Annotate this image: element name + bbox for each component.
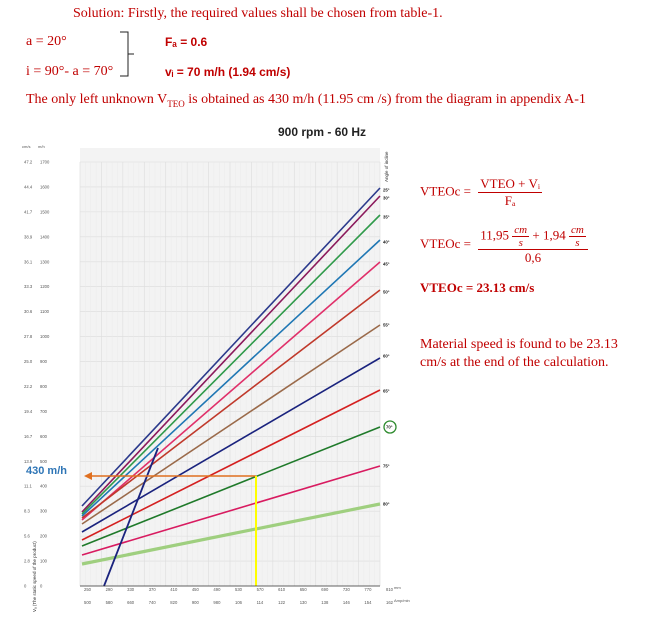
x-tick-row2: 740 — [148, 600, 156, 605]
x-tick-labels — [84, 587, 394, 605]
angle-label: 40° — [383, 239, 390, 245]
angle-label: 65° — [383, 388, 390, 394]
fa-line: Fₐ = 0.6 — [165, 35, 208, 49]
x-tick-row1: 490 — [213, 587, 221, 592]
y-tick-mh: 0 — [40, 583, 43, 589]
x-tick-row1: 450 — [191, 587, 199, 592]
y-tick-mh: 1400 — [40, 234, 50, 240]
y-tick-mh: 1000 — [40, 334, 50, 340]
angle-label: 80° — [383, 501, 390, 507]
y-tick-cms: 25.0 — [24, 359, 33, 365]
x-tick-row2: 162 — [386, 600, 393, 605]
x-tick-row2: 114 — [256, 600, 264, 605]
y-tick-mh: 300 — [40, 508, 47, 514]
y-tick-mh: 1600 — [40, 184, 50, 190]
y-tick-cms: 36.1 — [24, 259, 33, 265]
eq2-unit-den-b: s — [575, 237, 580, 249]
angle-label: 35° — [383, 214, 390, 220]
eq1-lhs: VTEOc = — [420, 183, 472, 199]
y-tick-mh: 700 — [40, 408, 47, 414]
y-tick-mh: 400 — [40, 483, 47, 489]
x-tick-row1: 330 — [127, 587, 135, 592]
x-tick-row1: 770 — [364, 587, 372, 592]
y-tick-mh: 100 — [40, 558, 47, 564]
eq2-unit-den-a: s — [518, 237, 523, 249]
eq2-lhs: VTEOc = — [420, 235, 472, 251]
angle-label: 50° — [383, 289, 390, 295]
eq2-plus: + 1,94 — [532, 227, 566, 243]
x-tick-row2: 130 — [299, 600, 307, 605]
x-tick-row1: 370 — [148, 587, 156, 592]
x-tick-row2: 580 — [105, 600, 113, 605]
solution-line: Solution: Firstly, the required values shall be chosen from table-1. — [73, 6, 443, 21]
y-tick-mh: 200 — [40, 533, 47, 539]
angle-labels — [383, 188, 393, 507]
y-tick-mh: 1700 — [40, 159, 50, 165]
y-tick-cms: 8.3 — [24, 508, 30, 514]
y-header-cms: cm/s — [22, 144, 31, 149]
y-tick-cms: 27.8 — [24, 334, 33, 340]
y-tick-mh: 1300 — [40, 259, 50, 265]
x-tick-row2: 500 — [84, 600, 91, 605]
x-tick-row1: 570 — [256, 587, 264, 592]
y-axis-title: Vₐ (The static speed of the product) — [32, 541, 37, 612]
y-tick-cms: 2.8 — [24, 558, 30, 564]
y-tick-cms: 44.4 — [24, 184, 33, 190]
x-tick-row2: 900 — [191, 600, 199, 605]
eq2-denominator: 0,6 — [524, 250, 542, 265]
x-tick-row1: 250 — [84, 587, 91, 592]
x-tick-row2: 154 — [364, 600, 372, 605]
conclusion-line-2: cm/s at the end of the calculation. — [420, 355, 609, 370]
eq1-denominator: Fₐ — [504, 193, 516, 208]
y-header-mh: m/h — [38, 144, 45, 149]
y-tick-mh: 1200 — [40, 284, 50, 290]
y-tick-cms: 0 — [24, 583, 27, 589]
y-tick-mh: 1500 — [40, 209, 50, 215]
y-tick-cms: 22.2 — [24, 383, 33, 389]
y-tick-mh: 800 — [40, 383, 47, 389]
unknown-prefix: The only left unknown V — [26, 92, 168, 107]
y-tick-mh: 600 — [40, 433, 47, 439]
x-tick-row2: 820 — [170, 600, 178, 605]
y-tick-cms: 11.1 — [24, 483, 32, 489]
equation-1 — [420, 176, 542, 209]
vi-line: vᵢ = 70 m/h (1.94 cm/s) — [165, 65, 291, 79]
x-tick-row1: 610 — [278, 587, 286, 592]
eq2-unit-num-a: cm — [514, 224, 528, 236]
eq2-unit-num-b: cm — [570, 224, 584, 236]
y-tick-mh: 900 — [40, 359, 47, 365]
eq1-numerator: VTEO + Vᵢ — [480, 176, 541, 191]
angle-label: 30° — [383, 195, 390, 201]
angle-label: 70° — [386, 424, 393, 430]
x-unit-1: mm — [394, 585, 401, 590]
x-tick-row1: 730 — [342, 587, 350, 592]
angle-label: 55° — [383, 322, 390, 328]
angle-label: 45° — [383, 261, 390, 267]
y-tick-cms: 16.7 — [24, 433, 33, 439]
unknown-sub: TEO — [167, 98, 185, 109]
y-tick-labels — [24, 160, 50, 589]
y-tick-mh: 1100 — [40, 309, 50, 315]
x-tick-row1: 530 — [235, 587, 242, 592]
y-tick-cms: 47.2 — [24, 159, 33, 165]
x-tick-row1: 410 — [170, 587, 178, 592]
conclusion-line-1: Material speed is found to be 23.13 — [420, 337, 618, 352]
x-tick-row2: 138 — [321, 600, 329, 605]
eq2-value-a: 11,95 — [480, 227, 510, 243]
angle-header: Angle of incline — [384, 151, 389, 182]
y-tick-cms: 30.6 — [24, 309, 33, 315]
x-tick-row2: 660 — [127, 600, 135, 605]
angle-label: 60° — [383, 353, 390, 359]
speed-chart — [0, 140, 410, 624]
x-tick-row2: 122 — [278, 600, 286, 605]
x-tick-row2: 146 — [342, 600, 350, 605]
y-tick-cms: 5.6 — [24, 533, 30, 539]
y-tick-cms: 13.9 — [24, 458, 33, 464]
alpha-line: a = 20° — [26, 34, 67, 49]
y-tick-mh: 500 — [40, 458, 47, 464]
y-tick-cms: 41.7 — [24, 209, 33, 215]
x-tick-row2: 980 — [213, 600, 221, 605]
y-tick-cms: 33.3 — [24, 284, 33, 290]
y-tick-cms: 19.4 — [24, 408, 33, 414]
unknown-line — [26, 92, 586, 109]
i-line: i = 90°- a = 70° — [26, 64, 114, 79]
x-unit-2: Amp/min — [394, 598, 410, 603]
x-tick-row1: 810 — [386, 587, 393, 592]
angle-label: 25° — [383, 187, 390, 193]
unknown-suffix: is obtained as 430 m/h (11.95 cm /s) from the diagram in appendix A-1 — [184, 92, 586, 107]
angle-label: 75° — [383, 463, 390, 469]
x-tick-row1: 650 — [299, 587, 307, 592]
equation-2 — [420, 224, 588, 266]
equation-result: VTEOc = 23.13 cm/s — [420, 280, 535, 295]
x-tick-row2: 106 — [235, 600, 242, 605]
x-tick-row1: 690 — [321, 587, 329, 592]
chart-title: 900 rpm - 60 Hz — [278, 125, 367, 139]
bracket-icon — [118, 30, 138, 80]
y-tick-cms: 38.9 — [24, 234, 33, 240]
x-tick-row1: 290 — [105, 587, 113, 592]
marker-label-430: 430 m/h — [26, 465, 67, 477]
